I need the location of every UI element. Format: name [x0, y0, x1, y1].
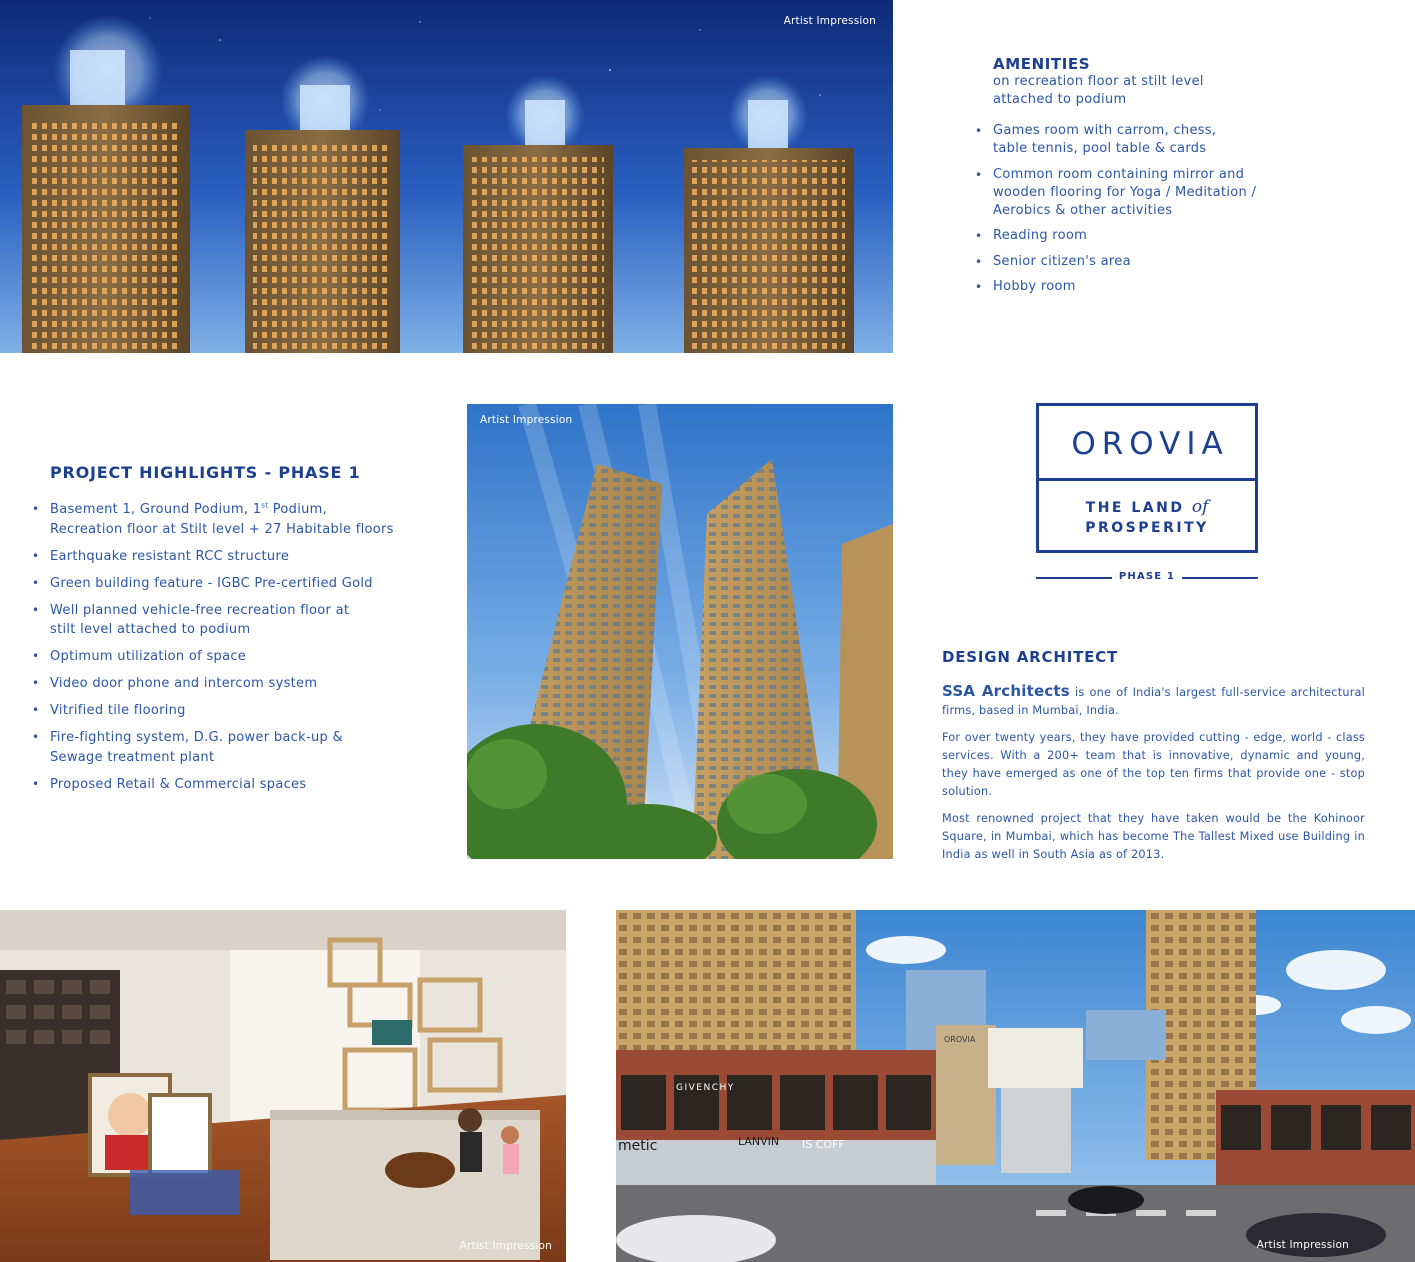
- list-item-line: • Games room with carrom, chess,: [993, 123, 1217, 138]
- list-item: [32, 547, 432, 567]
- amenities-list: [975, 122, 1305, 296]
- hobby-room-image: [0, 910, 566, 1262]
- list-item-line: wooden flooring for Yoga / Meditation /: [993, 184, 1257, 200]
- list-item: [32, 728, 432, 767]
- list-item: [32, 647, 432, 667]
- list-item: [975, 253, 1305, 271]
- list-item-line: • Optimum utilization of space: [50, 649, 247, 664]
- list-item-line: • Hobby room: [993, 279, 1076, 294]
- image-caption: Artist Impression: [783, 15, 876, 27]
- list-item: [32, 775, 432, 795]
- text-run: Podium,: [268, 502, 328, 517]
- list-item: [975, 227, 1305, 245]
- image-caption: Artist Impression: [480, 414, 573, 426]
- list-item-line: Aerobics & other activities: [993, 202, 1173, 218]
- store-sign-text: OROVIA: [944, 1035, 976, 1044]
- list-item: [32, 500, 432, 539]
- store-sign-text: metic: [618, 1138, 658, 1154]
- list-item-line: • Well planned vehicle-free recreation floor at: [50, 602, 350, 618]
- list-item-line: • Reading room: [993, 228, 1088, 243]
- logo-tagline-line1: [1039, 497, 1255, 517]
- list-item: [32, 674, 432, 694]
- list-item: [32, 601, 432, 640]
- architect-paragraph: Most renowned project that they have taken would be the Kohinoor Square, in Mumbai, which has become The Tallest Mixed use Building in India as well in South Asia as of 2013.: [942, 812, 1365, 861]
- amenities-subtitle: [993, 73, 1305, 109]
- list-item-line: Sewage treatment plant: [50, 749, 215, 765]
- list-item: [975, 122, 1305, 158]
- logo-tagline-line2: PROSPERITY: [1085, 520, 1209, 536]
- amenities-subtitle-line: attached to podium: [993, 92, 1127, 107]
- text-run: of: [1191, 497, 1209, 517]
- amenities-section: [975, 55, 1305, 304]
- amenities-title: AMENITIES: [993, 55, 1091, 73]
- highlights-title: PROJECT HIGHLIGHTS - PHASE 1: [50, 463, 361, 482]
- text-run: Basement 1, Ground Podium, 1: [50, 502, 262, 517]
- text-run: is one of India's largest full-service architectural firms, based in Mumbai, India.: [942, 686, 1365, 717]
- phase-text: PHASE 1: [1118, 571, 1176, 582]
- architect-paragraph: [942, 682, 1365, 720]
- list-item-line: • Earthquake resistant RCC structure: [50, 548, 290, 564]
- orovia-logo: [1036, 403, 1258, 553]
- list-item: [32, 701, 432, 721]
- superscript: st: [261, 501, 269, 510]
- towers-lowangle-image: [467, 404, 893, 859]
- divider: [1182, 577, 1258, 579]
- list-item-line: [50, 500, 432, 520]
- storefront-signs: [616, 910, 1415, 1262]
- list-item-line: • Common room containing mirror and: [993, 166, 1245, 182]
- list-item-line: Recreation floor at Stilt level + 27 Habitable floors: [50, 521, 394, 537]
- architect-paragraph: For over twenty years, they have provided cutting - edge, world - class services. With a 200+ team that is innovative, dynamic and young, they have emerged as one of the top ten firms that provide one - stop solution.: [942, 731, 1365, 798]
- list-item-line: • Fire-fighting system, D.G. power back-up &: [50, 730, 343, 745]
- store-sign-text: GIVENCHY: [676, 1083, 735, 1093]
- firm-name: SSA Architects: [942, 682, 1070, 700]
- list-item: [975, 166, 1305, 220]
- hero-towers-image: [0, 0, 893, 353]
- retail-street-image: [616, 910, 1415, 1262]
- list-item-line: • Green building feature - IGBC Pre-certified Gold: [50, 575, 373, 591]
- amenities-subtitle-line: on recreation floor at stilt level: [993, 74, 1204, 89]
- list-item-line: • Video door phone and intercom system: [50, 676, 318, 691]
- architect-title: DESIGN ARCHITECT: [942, 648, 1118, 666]
- list-item-line: • Vitrified tile flooring: [50, 703, 186, 718]
- list-item-line: • Senior citizen's area: [993, 253, 1131, 269]
- design-architect-section: [942, 648, 1365, 873]
- list-item: [32, 574, 432, 594]
- text-run: THE LAND: [1085, 500, 1185, 516]
- list-item-line: • Proposed Retail & Commercial spaces: [50, 776, 307, 792]
- list-item: [975, 278, 1305, 296]
- store-sign-text: IS COFF: [802, 1138, 845, 1151]
- list-item-line: stilt level attached to podium: [50, 622, 251, 637]
- image-caption: Artist Impression: [1256, 1239, 1349, 1251]
- list-item-line: table tennis, pool table & cards: [993, 141, 1207, 156]
- image-caption: Artist Impression: [459, 1240, 552, 1252]
- phase-label: [1036, 570, 1258, 586]
- logo-brand-name: OROVIA: [1071, 426, 1229, 462]
- logo-divider: [1039, 478, 1255, 481]
- highlights-list: [32, 500, 432, 794]
- project-highlights-section: [32, 463, 432, 802]
- store-sign-text: LANVIN: [738, 1135, 780, 1148]
